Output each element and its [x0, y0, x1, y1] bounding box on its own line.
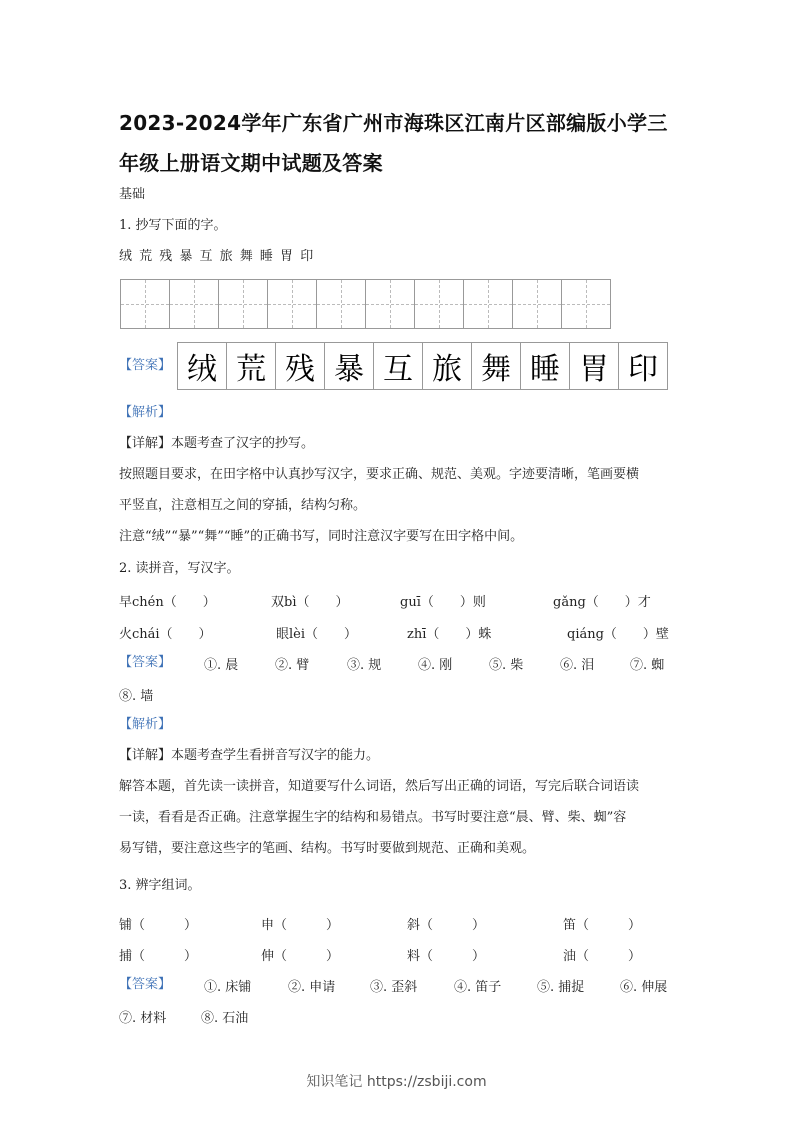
q3-row2-item: 油（ ） — [563, 949, 642, 964]
q2-para-line3: 易写错，要注意这些字的笔画、结构。书写时要做到规范、正确和美观。 — [119, 841, 536, 856]
q3-answer-tag: 【答案】 — [119, 977, 172, 992]
q1-para1-line1: 按照题目要求，在田字格中认真抄写汉字，要求正确、规范、美观。字迹要清晰，笔画要横 — [119, 467, 640, 482]
grid-cell — [366, 279, 415, 329]
tianzi-grid — [120, 279, 611, 329]
q1-answer-grid — [177, 342, 668, 390]
q2-row1-item: 早chén（ ） — [119, 595, 216, 610]
q3-row2-item: 捕（ ） — [119, 949, 198, 964]
q2-row2-item: zhī（ ）蛛 — [407, 627, 492, 642]
answer-char: 荒 — [227, 342, 276, 390]
q2-row2-item: qiáng（ ）壁 — [567, 627, 669, 642]
grid-cell — [170, 279, 219, 329]
q1-para2: 注意“绒”“暴”“舞”“睡”的正确书写，同时注意汉字要写在田字格中间。 — [119, 529, 524, 544]
q2-para-line1: 解答本题，首先读一读拼音，知道要写什么词语，然后写出正确的词语，写完后联合词语读 — [119, 779, 640, 794]
q2-row2-item: 火chái（ ） — [119, 627, 212, 642]
q2-answer: ④. 刚 — [418, 658, 453, 673]
doc-title-line2: 年级上册语文期中试题及答案 — [119, 151, 383, 175]
answer-char: 绒 — [178, 342, 227, 390]
answer-char: 胃 — [570, 342, 619, 390]
q3-answer: ⑧. 石油 — [201, 1011, 249, 1026]
answer-char: 互 — [374, 342, 423, 390]
q1-detail: 【详解】本题考查了汉字的抄写。 — [119, 436, 315, 451]
q2-answer: ⑦. 蜘 — [630, 658, 665, 673]
q2-answer: ③. 规 — [347, 658, 382, 673]
q1-para1-line2: 平竖直，注意相互之间的穿插，结构匀称。 — [119, 498, 367, 513]
q3-answer: ⑤. 捕捉 — [537, 980, 585, 995]
answer-char: 印 — [619, 342, 668, 390]
q2-row1-item: 双bì（ ） — [271, 595, 349, 610]
answer-char: 旅 — [423, 342, 472, 390]
grid-cell — [268, 279, 317, 329]
q3-row1-item: 铺（ ） — [119, 918, 198, 933]
grid-cell — [513, 279, 562, 329]
q3-row2-item: 伸（ ） — [261, 949, 340, 964]
q3-row1-item: 笛（ ） — [563, 918, 642, 933]
q3-answer: ③. 歪斜 — [370, 980, 418, 995]
q1-answer-tag: 【答案】 — [119, 358, 172, 373]
q2-answer: ⑥. 泪 — [560, 658, 595, 673]
q3-row2-item: 料（ ） — [407, 949, 486, 964]
grid-cell — [317, 279, 366, 329]
q2-answer-line2: ⑧. 墙 — [119, 689, 154, 704]
answer-char: 暴 — [325, 342, 374, 390]
q2-para-line2: 一读，看看是否正确。注意掌握生字的结构和易错点。书写时要注意“晨、臂、柴、蜘”容 — [119, 810, 627, 825]
q3-answer: ⑦. 材料 — [119, 1011, 167, 1026]
q2-row1-item: gǎng（ ）才 — [553, 595, 651, 610]
answer-char: 睡 — [521, 342, 570, 390]
q2-detail: 【详解】本题考查学生看拼音写汉字的能力。 — [119, 748, 380, 763]
q2-answer: ②. 臂 — [275, 658, 310, 673]
q2-jiexi-tag: 【解析】 — [119, 717, 172, 732]
q2-answer: ①. 晨 — [204, 658, 239, 673]
q3-answer: ①. 床铺 — [204, 980, 252, 995]
q2-answer: ⑤. 柴 — [489, 658, 524, 673]
answer-char: 残 — [276, 342, 325, 390]
q3-answer: ④. 笛子 — [454, 980, 502, 995]
doc-title-line1: 2023-2024学年广东省广州市海珠区江南片区部编版小学三 — [119, 111, 668, 135]
q2-prompt: 2. 读拼音，写汉字。 — [119, 561, 240, 576]
q1-prompt: 1. 抄写下面的字。 — [119, 218, 227, 233]
q3-row1-item: 申（ ） — [261, 918, 340, 933]
answer-char: 舞 — [472, 342, 521, 390]
q3-row1-item: 斜（ ） — [407, 918, 486, 933]
grid-cell — [121, 279, 170, 329]
q1-chars-line: 绒 荒 残 暴 互 旅 舞 睡 胃 印 — [119, 249, 314, 264]
grid-cell — [219, 279, 268, 329]
grid-cell — [562, 279, 611, 329]
q1-jiexi-tag: 【解析】 — [119, 405, 172, 420]
q3-answer: ⑥. 伸展 — [620, 980, 668, 995]
q2-row2-item: 眼lèi（ ） — [276, 627, 358, 642]
section-label: 基础 — [119, 187, 146, 202]
q3-prompt: 3. 辨字组词。 — [119, 878, 201, 893]
footer-watermark: 知识笔记 https://zsbiji.com — [306, 1074, 487, 1090]
grid-cell — [415, 279, 464, 329]
q2-row1-item: guī（ ）则 — [400, 595, 486, 610]
grid-cell — [464, 279, 513, 329]
q2-answer-tag: 【答案】 — [119, 655, 172, 670]
q3-answer: ②. 申请 — [288, 980, 336, 995]
